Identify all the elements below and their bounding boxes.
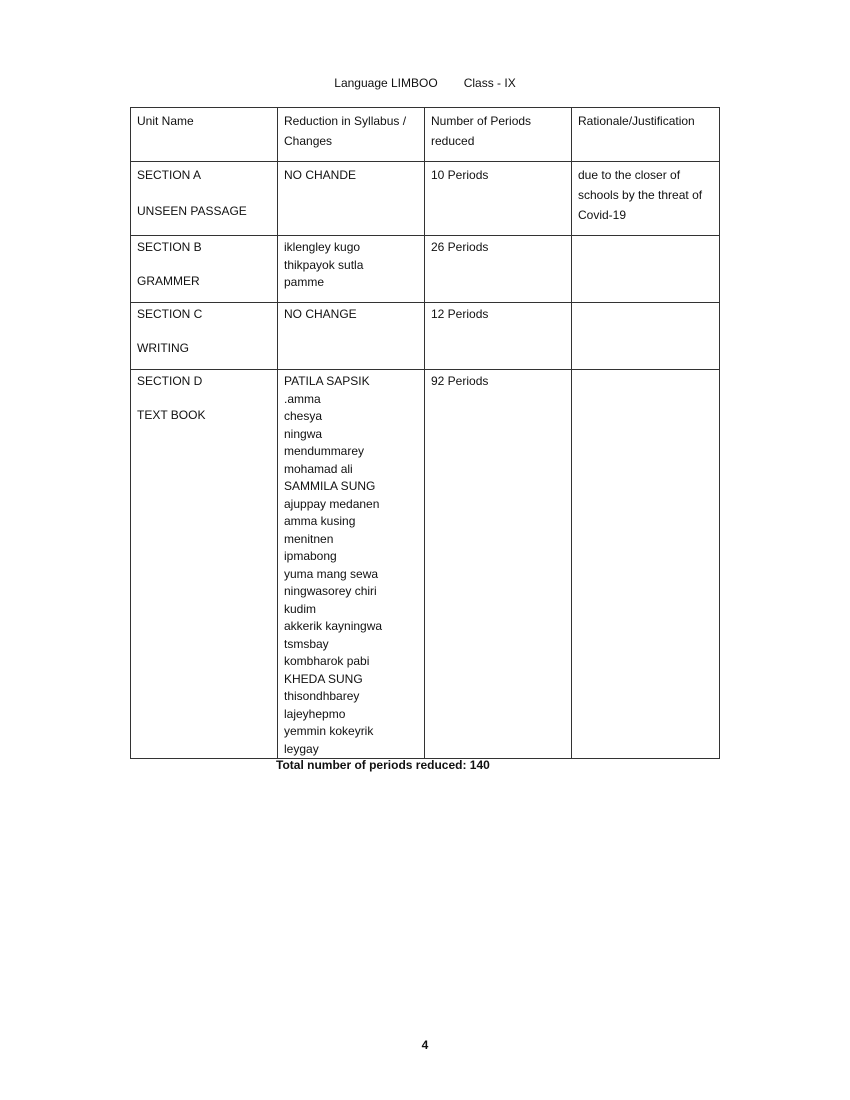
reduction-item: lajeyhepmo bbox=[284, 706, 346, 721]
reduction-item: KHEDA SUNG bbox=[284, 671, 363, 686]
rationale-cell bbox=[572, 303, 720, 370]
reduction-item: thisondhbarey bbox=[284, 689, 360, 703]
reduction-cell bbox=[278, 370, 425, 759]
reduction-item: pamme bbox=[284, 275, 325, 289]
reduction-item: iklengley kugo bbox=[284, 240, 361, 254]
class-label: Class - IX bbox=[463, 76, 516, 90]
section-name: SECTION A bbox=[137, 168, 202, 182]
rationale-cell: due to the closer of schools by the threat of Covid-19 bbox=[572, 162, 720, 236]
periods-cell: 92 Periods bbox=[425, 370, 572, 759]
page-number: 4 bbox=[421, 1038, 429, 1052]
page-title bbox=[0, 76, 850, 90]
reduction-item: PATILA SAPSIK bbox=[284, 374, 370, 388]
reduction-item: chesya bbox=[284, 409, 323, 423]
reduction-cell bbox=[278, 236, 425, 303]
reduction-item: mendummarey bbox=[284, 444, 365, 458]
periods-cell: 26 Periods bbox=[425, 236, 572, 303]
reduction-item: mohamad ali bbox=[284, 461, 353, 476]
reduction-item: NO CHANDE bbox=[284, 168, 357, 182]
unit-cell bbox=[131, 370, 278, 759]
rationale-cell bbox=[572, 236, 720, 303]
reduction-item: ipmabong bbox=[284, 549, 337, 563]
reduction-item: leygay bbox=[284, 741, 319, 756]
column-header: Unit Name bbox=[131, 108, 278, 162]
reduction-cell bbox=[278, 162, 425, 236]
rationale-cell bbox=[572, 370, 720, 759]
unit-name: GRAMMER bbox=[137, 273, 200, 288]
section-name: SECTION C bbox=[137, 307, 203, 321]
unit-name: TEXT BOOK bbox=[137, 407, 206, 422]
reduction-item: menitnen bbox=[284, 531, 334, 546]
table-row bbox=[131, 162, 720, 236]
reduction-item: tsmsbay bbox=[284, 636, 329, 651]
column-header: Reduction in Syllabus / Changes bbox=[278, 108, 425, 162]
unit-cell bbox=[131, 162, 278, 236]
periods-cell: 10 Periods bbox=[425, 162, 572, 236]
reduction-cell bbox=[278, 303, 425, 370]
reduction-item: ningwasorey chiri bbox=[284, 584, 377, 598]
reduction-item: kudim bbox=[284, 601, 317, 616]
table-row bbox=[131, 236, 720, 303]
section-name: SECTION D bbox=[137, 374, 203, 388]
table-header-row bbox=[131, 108, 720, 162]
reduction-item: amma kusing bbox=[284, 514, 356, 528]
table-row bbox=[131, 370, 720, 759]
unit-name: UNSEEN PASSAGE bbox=[137, 204, 247, 218]
periods-cell: 12 Periods bbox=[425, 303, 572, 370]
reduction-item: .amma bbox=[284, 391, 321, 406]
total-periods: Total number of periods reduced: 140 bbox=[276, 758, 490, 772]
reduction-item: akkerik kayningwa bbox=[284, 619, 383, 633]
table-row bbox=[131, 303, 720, 370]
reduction-item: yemmin kokeyrik bbox=[284, 724, 374, 738]
unit-name: WRITING bbox=[137, 340, 189, 355]
reduction-item: NO CHANGE bbox=[284, 307, 357, 321]
reduction-item: SAMMILA SUNG bbox=[284, 479, 376, 493]
reduction-item: thikpayok sutla bbox=[284, 257, 364, 272]
section-name: SECTION B bbox=[137, 240, 202, 254]
reduction-item: ajuppay medanen bbox=[284, 496, 380, 511]
reduction-item: ningwa bbox=[284, 426, 323, 441]
unit-cell bbox=[131, 236, 278, 303]
unit-cell bbox=[131, 303, 278, 370]
reduction-item: kombharok pabi bbox=[284, 654, 370, 668]
column-header: Rationale/Justification bbox=[572, 108, 720, 162]
language-label: Language LIMBOO bbox=[334, 76, 438, 90]
syllabus-table bbox=[130, 107, 720, 759]
column-header: Number of Periods reduced bbox=[425, 108, 572, 162]
reduction-item: yuma mang sewa bbox=[284, 566, 379, 581]
